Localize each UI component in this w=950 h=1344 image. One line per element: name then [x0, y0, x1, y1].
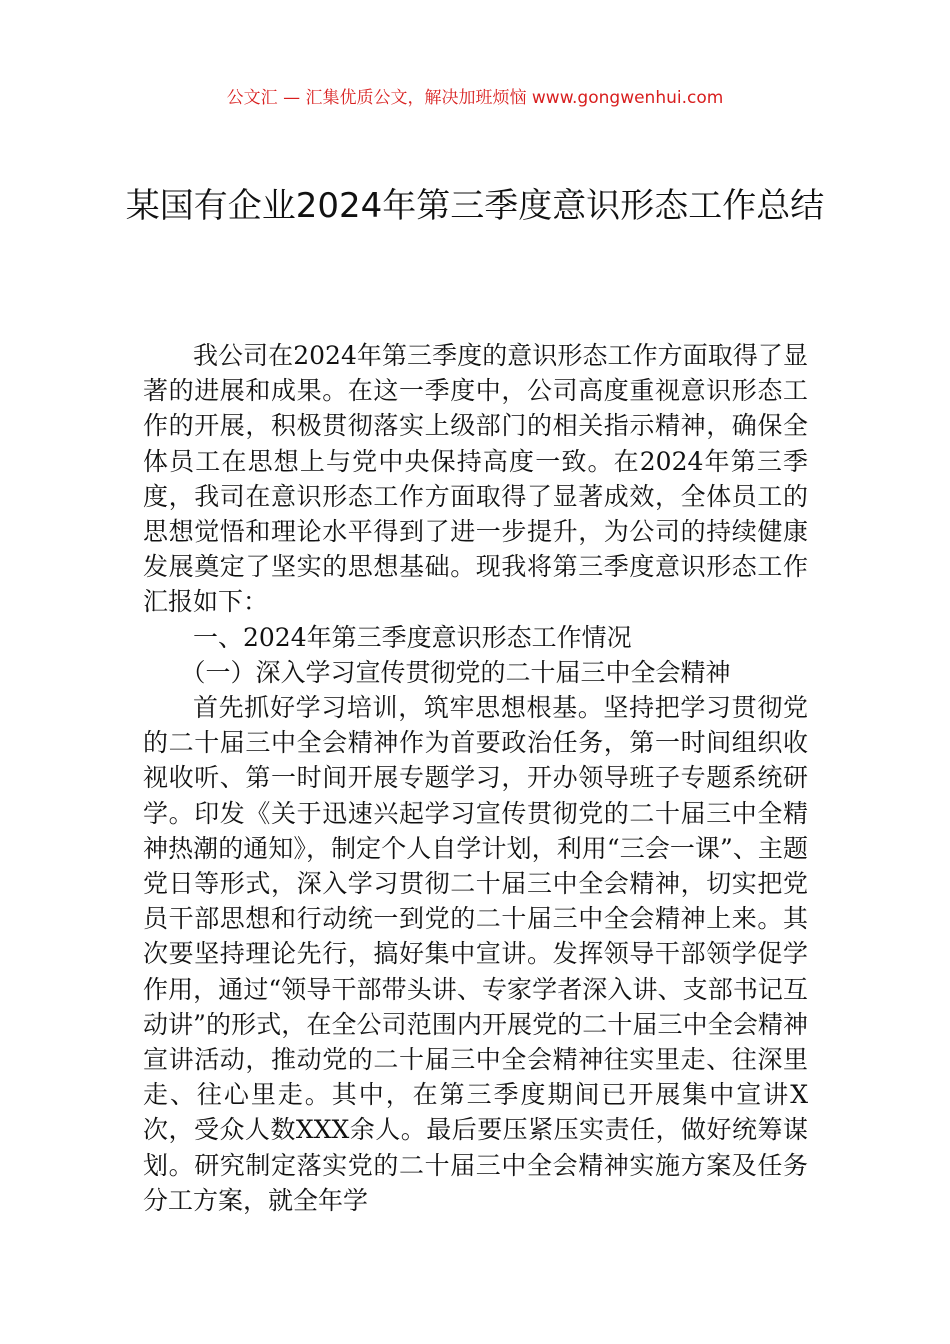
subsection-heading: （一）深入学习宣传贯彻党的二十届三中全会精神 [180, 657, 731, 687]
page-title: 某国有企业2024年第三季度意识形态工作总结 [125, 186, 825, 226]
intro-paragraph: 我公司在2024年第三季度的意识形态工作方面取得了显著的进展和成果。在这一季度中，公司高度重视意识形态工作的开展，积极贯彻落实上级部门的相关指示精神，确保全体员工在思想上与党中央保持高度一致。在2024年第三季度，我司在意识形态工作方面取得了显著成效，全体员工的思想觉悟和理论水平得到了进一步提升，为公司的持续健康发展奠定了坚实的思想基础。现我将第三季度意识形态工作汇报如下： [143, 341, 808, 617]
section-heading: 一、2024年第三季度意识形态工作情况 [193, 622, 632, 652]
body-paragraph: 首先抓好学习培训，筑牢思想根基。坚持把学习贯彻党的二十届三中全会精神作为首要政治任务，第一时间组织收视收听、第一时间开展专题学习，开办领导班子专题系统研学。印发《关于迅速兴起学习宣传贯彻党的二十届三中全精神热潮的通知》，制定个人自学计划，利用“三会一课”、主题党日等形式，深入学习贯彻二十届三中全会精神，切实把党员干部思想和行动统一到党的二十届三中全会精神上来。其次要坚持理论先行，搞好集中宣讲。发挥领导干部领学促学作用，通过“领导干部带头讲、专家学者深入讲、支部书记互动讲”的形式，在全公司范围内开展党的二十届三中全会精神宣讲活动，推动党的二十届三中全会精神往实里走、往深里走、往心里走。其中，在第三季度期间已开展集中宣讲X次，受众人数XXX余人。最后要压紧压实责任，做好统筹谋划。研究制定落实党的二十届三中全会精神实施方案及任务分工方案，就全年学 [143, 693, 808, 1215]
site-banner: 公文汇 — 汇集优质公文，解决加班烦恼 www.gongwenhui.com [226, 88, 724, 108]
document-body [143, 338, 808, 1218]
